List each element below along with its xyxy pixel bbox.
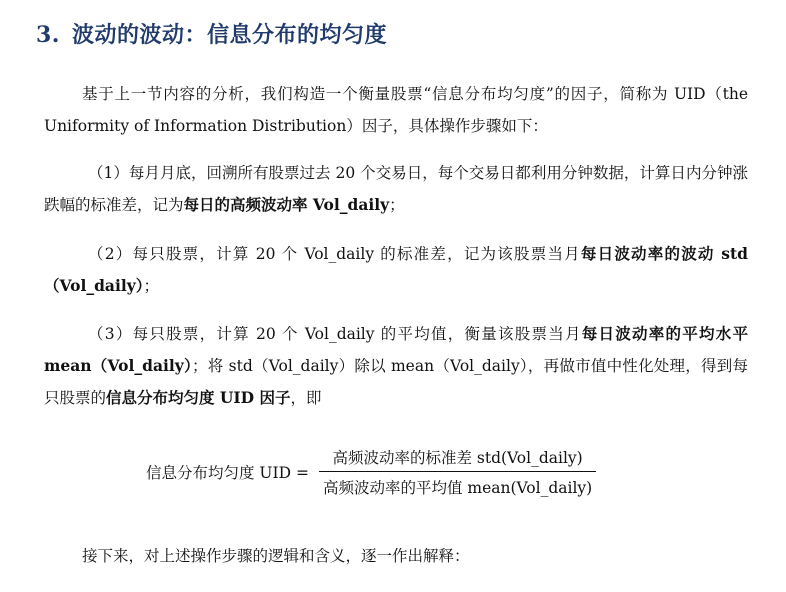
step-2-tail: ；: [143, 277, 160, 295]
step-3-text-2: ；将 std（Vol_daily）除以 mean（Vol_daily），再做市值中性化处理，得到每只股票的: [44, 357, 748, 407]
step-2-paragraph: [44, 238, 748, 302]
section-title: 波动的波动：信息分布的均匀度: [71, 22, 387, 48]
formula-numerator: 高频波动率的标准差 std(Vol_daily): [332, 449, 583, 467]
step-1-tail: ；: [389, 196, 405, 214]
closing-paragraph: [82, 540, 470, 572]
step-2-bold: 每日波动率的波动 std（Vol_daily）: [44, 244, 748, 295]
step-3-bold-1: 每日波动率的平均水平 mean（Vol_daily）: [44, 324, 748, 375]
step-3-paragraph: [44, 318, 748, 414]
step-1-bold: 每日的高频波动率 Vol_daily: [183, 195, 390, 214]
step-3-bold-2: 信息分布均匀度 UID 因子: [106, 388, 291, 407]
step-2-text: （2）每只股票，计算 20 个 Vol_daily 的标准差，记为该股票当月: [88, 245, 581, 263]
section-number: 3.: [36, 22, 60, 48]
closing-text: 接下来，对上述操作步骤的逻辑和含义，逐一作出解释：: [82, 547, 470, 565]
step-3-tail: ，即: [290, 389, 322, 407]
step-1-text: （1）每月月底，回溯所有股票过去 20 个交易日，每个交易日都利用分钟数据，计算日内分钟涨跌幅的标准差，记为: [44, 164, 748, 214]
step-1-paragraph: [44, 157, 748, 221]
section-heading: [36, 18, 387, 49]
formula-denominator: 高频波动率的平均值 mean(Vol_daily): [322, 479, 593, 497]
formula-lhs: 信息分布均匀度 UID =: [146, 464, 309, 482]
step-3-text-1: （3）每只股票，计算 20 个 Vol_daily 的平均值，衡量该股票当月: [88, 325, 582, 343]
intro-paragraph: [44, 78, 748, 142]
formula-fraction: [319, 446, 596, 498]
uid-formula: [146, 446, 596, 498]
intro-text: 基于上一节内容的分析，我们构造一个衡量股票“信息分布均匀度”的因子，简称为 UID（the Uniformity of Information Distribution）因子，具体操作步骤如下：: [44, 85, 748, 135]
